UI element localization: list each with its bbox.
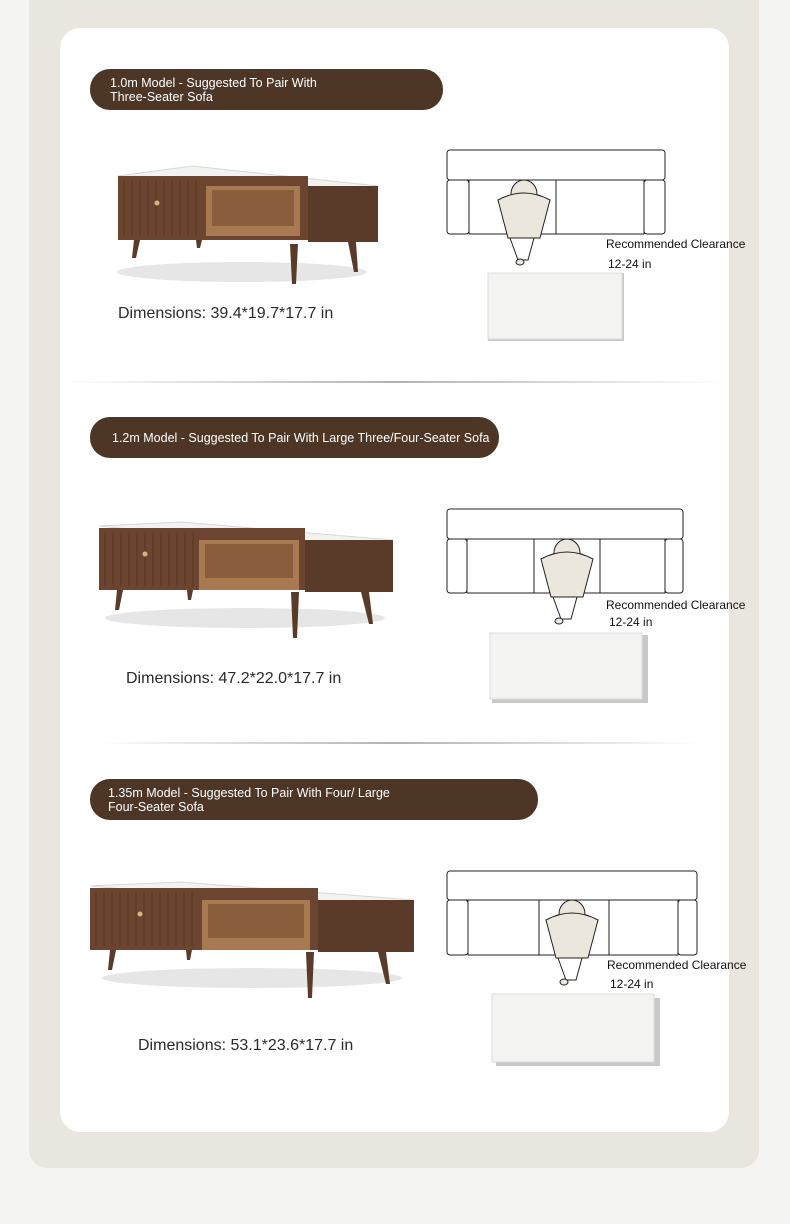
model-title-pill — [90, 779, 538, 820]
model-title: 1.0m Model - Suggested To Pair With Three-Seater Sofa — [110, 75, 317, 104]
coffee-table-image — [95, 518, 395, 646]
model-title-pill — [90, 69, 443, 110]
section-divider — [95, 742, 700, 744]
model-title-pill — [90, 417, 499, 458]
clearance-value: 12-24 in — [610, 977, 654, 991]
dimensions-label: Dimensions: 39.4*19.7*17.7 in — [118, 305, 334, 322]
clearance-value: 12-24 in — [608, 257, 652, 271]
clearance-value: 12-24 in — [609, 615, 653, 629]
clearance-label: Recommended Clearance — [606, 598, 746, 612]
section-divider — [65, 381, 725, 383]
model-title: 1.2m Model - Suggested To Pair With Large Three/Four-Seater Sofa — [112, 430, 490, 445]
model-title: 1.35m Model - Suggested To Pair With Four/ Large Four-Seater Sofa — [108, 785, 390, 814]
clearance-label: Recommended Clearance — [606, 237, 746, 251]
coffee-table-image — [88, 880, 416, 1004]
dimensions-label: Dimensions: 47.2*22.0*17.7 in — [126, 670, 342, 687]
dimensions-label: Dimensions: 53.1*23.6*17.7 in — [138, 1037, 354, 1054]
coffee-table-image — [112, 160, 382, 290]
clearance-label: Recommended Clearance — [607, 958, 747, 972]
